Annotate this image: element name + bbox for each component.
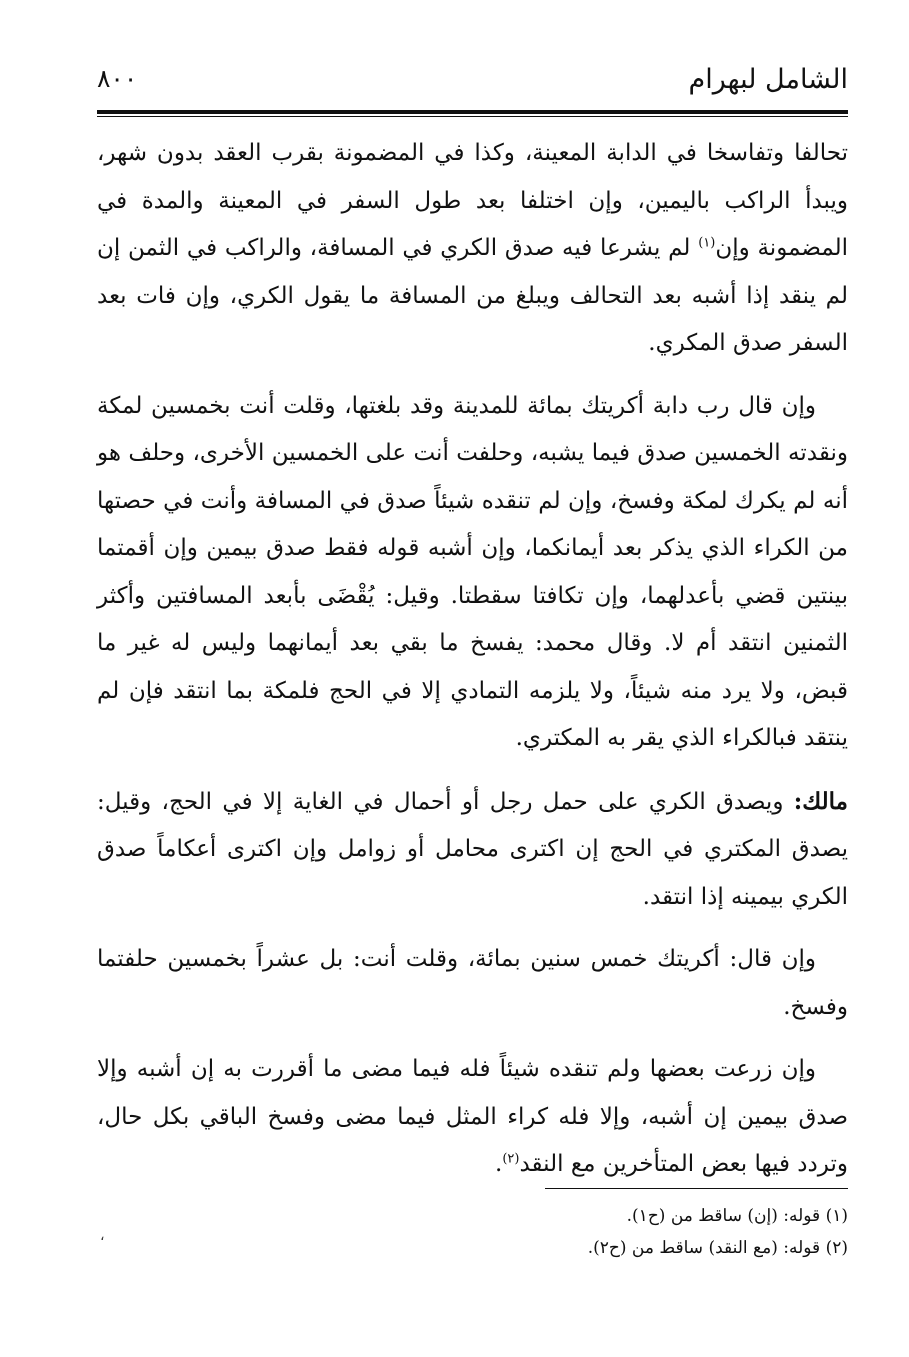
main-text [97,130,848,1204]
p1-text-a: تحالفا وتفاسخا في الدابة المعينة، وكذا في المضمونة بقرب العقد بدون شهر، ويبدأ الراكب باليمين، وإن اختلفا بعد طول السفر في المعينة والمدة في المضمونة وإن [97,140,849,261]
paragraph-1 [97,130,848,368]
header-rule [97,110,848,114]
paragraph-3 [97,778,848,922]
running-header [97,56,848,106]
footnote-rule [545,1188,848,1189]
p5-text-a: وإن زرعت بعضها ولم تنقده شيئاً فله فيما مضى ما أقررت به إن أشبه وإلا صدق بيمين إن أشبه، وإلا فله كراء المثل فيما مضى وفسخ الباقي بكل حال، وتردد فيها بعض المتأخرين مع النقد [97,1056,848,1177]
footnote-ref-1[interactable]: (١) [698,235,716,251]
footnote-2: (٢) قوله: (مع النقد) ساقط من (ح٢). [587,1238,848,1258]
p3-text: ويصدق الكري على حمل رجل أو أحمال في الغاية إلا في الحج، وقيل: يصدق المكتري في الحج إن اكترى محامل أو زوامل وإن اكترى أعكاماً صدق الكري بيمينه إذا انتقد. [97,788,848,910]
page-number: ٨٠٠ [97,64,138,93]
footnotes [97,1200,848,1264]
paragraph-4: وإن قال: أكريتك خمس سنين بمائة، وقلت أنت: بل عشراً بخمسين حلفتما وفسخ. [97,946,848,1020]
p1-text-b: لم يشرعا فيه صدق الكري في المسافة، والراكب في الثمن إن لم ينقد إذا أشبه بعد التحالف ويبلغ من المسافة ما يقول الكري، وإن فات بعد السفر صدق المكري. [97,235,848,356]
footnote-ref-2[interactable]: (٢) [502,1151,520,1167]
p3-lead: مالك: [793,787,849,815]
footnote-1: (١) قوله: (إن) ساقط من (ح١). [626,1206,848,1226]
paragraph-5 [97,1046,848,1189]
p5-text-b: . [495,1151,503,1177]
paragraph-2: وإن قال رب دابة أكريتك بمائة للمدينة وقد بلغتها، وقلت أنت بخمسين لمكة ونقدته الخمسين صدق فيما يشبه، وحلفت أنت على الخمسين الأخرى، وحلف هو أنه لم يكرك لمكة وفسخ، وإن لم تنقده شيئاً صدق في المسافة وأنت في حصتها من الكراء الذي يذكر بعد أيمانكما، وإن أشبه قوله فقط صدق بيمين وإن أقمتما بينتين قضي بأعدلهما، وإن تكافتا سقطتا. وقيل: يُقْضَى بأبعد المسافتين وأكثر الثمنين انتقد أم لا. وقال محمد: يفسخ ما بقي بعد أيمانهما وليس له غير ما قبض، ولا يرد منه شيئاً، ولا يلزمه التمادي إلا في الحج فلمكة بما انتقد فإن لم ينتقد فبالكراء الذي يقر به المكتري. [97,392,848,751]
margin-mark: ، [100,1228,105,1244]
book-title: الشامل لبهرام [688,64,848,95]
